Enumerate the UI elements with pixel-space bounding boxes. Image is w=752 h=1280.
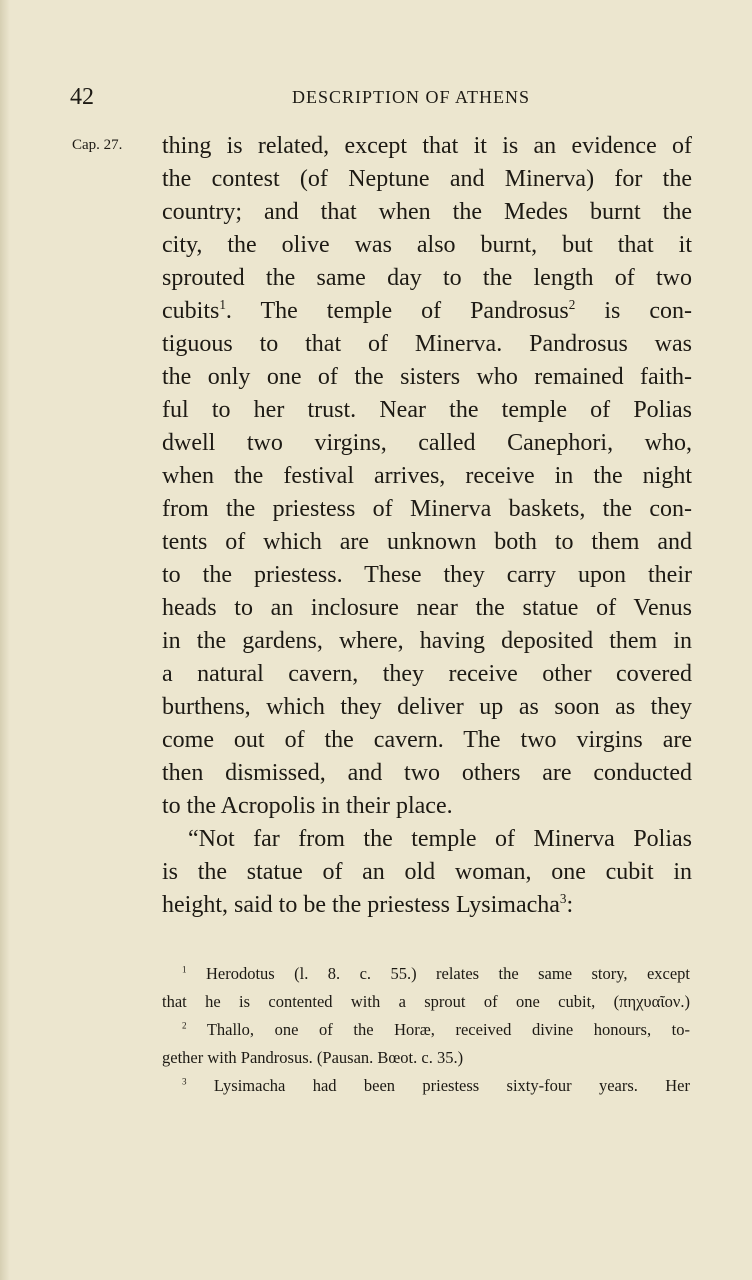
footnotes [162,960,690,1100]
text-fragment: Lysimacha had been priestess sixty-four years. Her [186,1076,690,1095]
body-text [162,130,692,922]
text-line: then dismissed, and two others are conducted [162,760,692,786]
text-line: burthens, which they deliver up as soon as they [162,694,692,720]
text-line: to the priestess. These they carry upon their [162,562,692,588]
text-line: a natural cavern, they receive other covered [162,661,692,687]
footnote-line [162,1016,690,1044]
text-line: in the gardens, where, having deposited them in [162,628,692,654]
text-line: come out of the cavern. The two virgins are [162,727,692,753]
text-line [162,295,692,328]
text-line [162,889,692,922]
footnote-line: that he is contented with a sprout of one cubit, (πηχυαῖον.) [162,992,690,1011]
text-fragment: Herodotus (l. 8. c. 55.) relates the same story, except [186,964,690,983]
text-fragment: cubits [162,298,220,324]
text-line: thing is related, except that it is an evidence of [162,133,692,159]
text-line: is the statue of an old woman, one cubit in [162,859,692,885]
footnote-ref: 1 [219,297,226,312]
text-fragment: height, said to be the priestess Lysimacha [162,892,560,918]
footnote-ref: 2 [568,297,576,312]
footnote-mark: 3 [182,1076,187,1087]
text-line: sprouted the same day to the length of two [162,265,692,291]
text-line: from the priestess of Minerva baskets, the con- [162,496,692,522]
text-line: the contest (of Neptune and Minerva) for the [162,166,692,192]
footnote-line [162,960,690,988]
text-line: city, the olive was also burnt, but that it [162,232,692,258]
text-line: “Not far from the temple of Minerva Polias [188,826,692,852]
text-line: tents of which are unknown both to them and [162,529,692,555]
footnote-ref: 3 [559,891,567,906]
text-line: when the festival arrives, receive in the night [162,463,692,489]
page-number: 42 [70,84,94,110]
text-fragment: is [575,298,621,324]
text-line: dwell two virgins, called Canephori, who, [162,430,692,456]
text-fragment: con- [649,298,692,324]
page-header [0,84,752,114]
margin-chapter-note: Cap. 27. [72,137,123,153]
page-edge-shadow [0,0,10,1280]
text-line: ful to her trust. Near the temple of Polias [162,397,692,423]
text-fragment: Thallo, one of the Horæ, received divine honours, to- [186,1020,690,1039]
text-fragment: : [566,892,574,918]
running-head: DESCRIPTION OF ATHENS [292,87,531,107]
text-line: country; and that when the Medes burnt the [162,199,692,225]
text-line: to the Acropolis in their place. [162,793,453,819]
footnote-mark: 1 [182,964,187,975]
text-line: heads to an inclosure near the statue of Venus [162,595,692,621]
footnote-line: gether with Pandrosus. (Pausan. Bœot. c. 35.) [162,1048,464,1067]
footnote-line [162,1072,690,1100]
text-line: tiguous to that of Minerva. Pandrosus was [162,331,692,357]
text-line: the only one of the sisters who remained faith- [162,364,692,390]
text-fragment: . The temple of Pandrosus [225,298,569,324]
footnote-mark: 2 [182,1020,187,1031]
